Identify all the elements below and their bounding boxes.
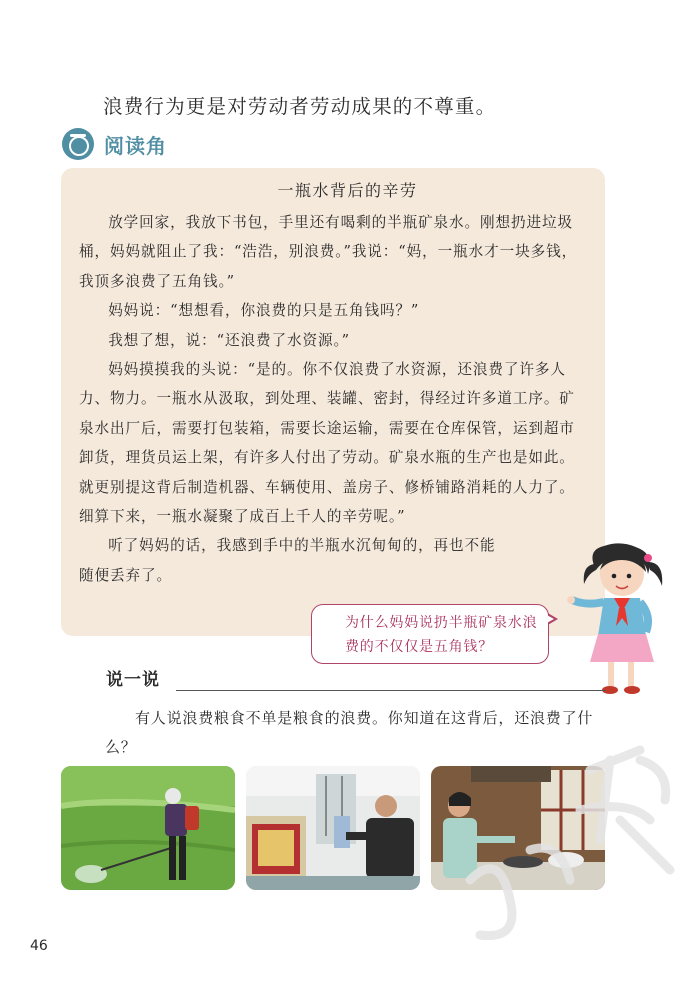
section-title: 阅读角 — [104, 133, 167, 158]
page-number: 46 — [30, 938, 48, 954]
reading-corner-icon — [62, 128, 94, 160]
story-text — [79, 208, 579, 590]
girl-illustration — [566, 540, 676, 700]
question-text: 有人说浪费粮食不单是粮食的浪费。你知道在这背后，还浪费了什么？ — [105, 709, 594, 756]
farmer-spraying-photo — [61, 766, 235, 890]
watermark — [440, 730, 690, 960]
intro-line: 浪费行为更是对劳动者劳动成果的不尊重。 — [103, 95, 497, 118]
story-paragraph: 听了妈妈的话，我感到手中的半瓶水沉甸甸的，再也不能随便丢弃了。 — [79, 537, 496, 584]
story-paragraph: 放学回家，我放下书包，手里还有喝剩的半瓶矿泉水。刚想扔进垃圾桶，妈妈就阻止了我：“浩浩，别浪费。”我说：“妈，一瓶水才一块多钱，我顶多浪费了五角钱。” — [79, 214, 578, 290]
discussion-rule — [176, 690, 606, 691]
speech-bubble: 为什么妈妈说扔半瓶矿泉水浪费的不仅仅是五角钱？ — [311, 604, 549, 664]
story-paragraph: 妈妈说：“想想看，你浪费的只是五角钱吗？” — [108, 302, 420, 320]
story-paragraph: 妈妈摸摸我的头说：“是的。你不仅浪费了水资源，还浪费了许多人力、物力。一瓶水从汲取，到处理、装罐、密封，得经过许多道工序。矿泉水出厂后，需要打包装箱，需要长途运输，需要在仓库保管，运到超市卸货，理货员运上架，有许多人付出了劳动。矿泉水瓶的生产也是如此。就更别提这背后制造机器、车辆使用、盖房子、修桥铺路消耗的人力了。细算下来，一瓶水凝聚了成百上千人的辛劳呢。” — [79, 361, 575, 526]
factory-workers-photo — [246, 766, 420, 890]
bubble-tail-inner — [545, 614, 554, 624]
discussion-title: 说一说 — [106, 670, 160, 690]
story-title: 一瓶水背后的辛劳 — [277, 181, 418, 200]
section-header — [62, 127, 167, 161]
story-paragraph: 我想了想，说：“还浪费了水资源。” — [108, 331, 351, 349]
